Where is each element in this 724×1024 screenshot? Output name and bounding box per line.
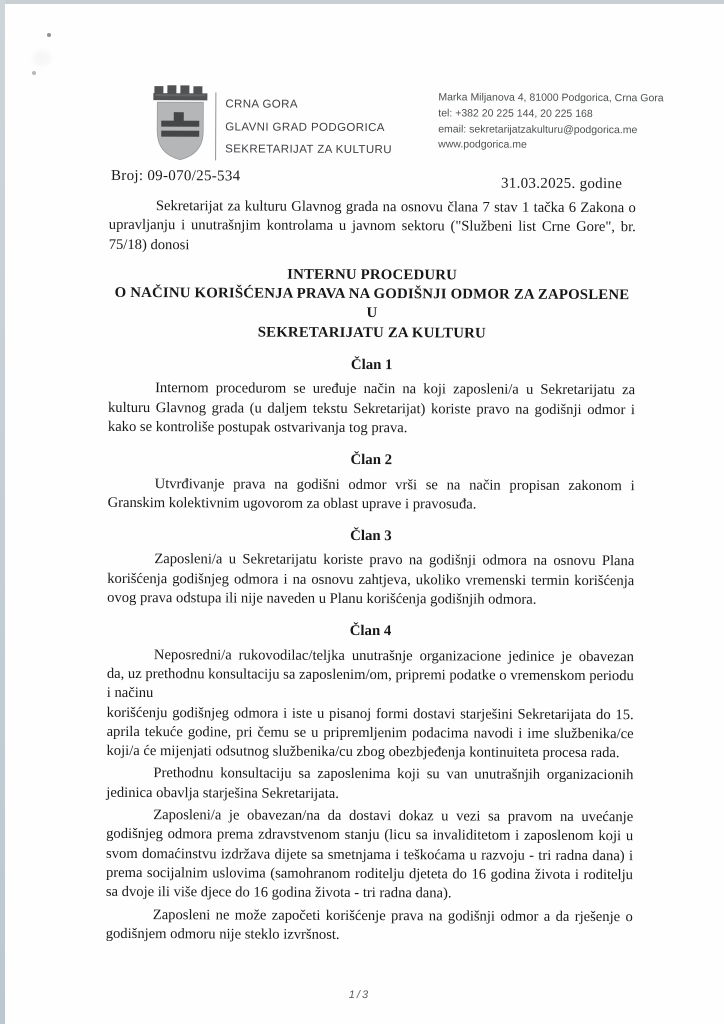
article-clan-2 bbox=[108, 450, 635, 515]
org-line-city: GLAVNI GRAD PODGORICA bbox=[225, 120, 385, 134]
contact-address: Marka Miljanova 4, 81000 Podgorica, Crna Gora bbox=[438, 91, 664, 105]
article-2-paragraph: Utvrđivanje prava na godišni odmor vrši se na način propisan zakonom i Granskim kolektivnim ugovorom za oblast uprave i pravosuđa. bbox=[107, 475, 635, 513]
document-date: 31.03.2025. godine bbox=[500, 175, 623, 193]
letterhead-organization bbox=[225, 93, 392, 161]
article-3-heading: Član 3 bbox=[350, 528, 392, 545]
article-3-paragraph: Zaposleni/a u Sekretarijatu koriste pravo na godišnji odmora na osnovu Plana korišćenja godišnjeg odmora i na osnovu zahtjeva, ukoliko vremenski termin korišćenja ovog prava odstupa ili nije naveden u Planu korišćenja godišnjih odmora. bbox=[107, 551, 635, 608]
org-line-secretariat: SEKRETARIJAT ZA KULTURU bbox=[225, 143, 392, 157]
title-line-2: O NAČINU KORIŠĆENJA PRAVA NA GODIŠNJI ODMOR ZA ZAPOSLENE U bbox=[114, 285, 630, 322]
contact-phone: tel: +382 20 225 144, 20 225 168 bbox=[438, 107, 593, 120]
article-clan-4 bbox=[106, 621, 634, 946]
article-4-paragraph-1-continued: korišćenju godišnjeg odmora i iste u pisanoj formi dostavi starješini Sekretarijata do 15. aprila tekuće godine, pri čemu se u pripremljenim podacima navodi i ime službenika/ce koji/a će mijenjati odsutnog službenika/cu zbog obezbjeđenja kontinuiteta procesa rada. bbox=[106, 704, 634, 762]
letterhead-contact bbox=[438, 90, 664, 154]
article-clan-1 bbox=[108, 355, 635, 439]
article-clan-3 bbox=[107, 526, 634, 610]
document-number: Broj: 09-070/25-534 bbox=[110, 167, 241, 185]
article-4-heading: Član 4 bbox=[349, 623, 392, 640]
page-number: 1/3 bbox=[348, 988, 371, 1002]
document-body bbox=[106, 197, 636, 946]
article-4-paragraph-1: Neposredni/a rukovodilac/teljka unutrašnje organizacione jedinice je obavezan da, uz prethodnu konsultaciju sa zaposlenim/om, pripremi podatke o vremenskom periodu i načinu bbox=[106, 646, 634, 702]
article-1-heading: Član 1 bbox=[350, 357, 393, 374]
contact-website: www.podgorica.me bbox=[438, 138, 527, 152]
letterhead-divider bbox=[215, 92, 216, 160]
article-4-paragraph-2: Prethodnu konsultaciju sa zaposlenima koji su van unutrašnjih organizacionih jedinica obavlja starješina Sekretarijata. bbox=[106, 765, 634, 802]
org-line-country: CRNA GORA bbox=[225, 98, 298, 111]
title-line-3: SEKRETARIJATU ZA KULTURU bbox=[257, 324, 486, 342]
article-1-paragraph: Internom procedurom se uređuje način na koji zaposleni/a u Sekretarijatu za kulturu Glavnog grada (u daljem tekstu Sekretarijat) koriste pravo na godišnji odmor i kako se kontroliše postupak ostvarivanja tog prava. bbox=[107, 380, 636, 437]
article-4-paragraph-4: Zaposleni ne može započeti korišćenje prava na godišnji odmor a da rješenje o godišnjem odmoru nije steklo izvršnost. bbox=[105, 906, 633, 943]
article-2-heading: Član 2 bbox=[350, 452, 393, 469]
intro-paragraph: Sekretarijat za kulturu Glavnog grada na osnovu člana 7 stav 1 tačka 6 Zakona o upravljanju i unutrašnjim kontrolama u javnom sektoru ("Službeni list Crne Gore", br. 75/18) donosi bbox=[108, 198, 636, 253]
title-line-1: INTERNU PROCEDURU bbox=[287, 266, 458, 284]
article-4-paragraph-3: Zaposleni/a je obavezan/na da dostavi dokaz u vezi sa pravom na uvećanje godišnjeg odmora prema zdravstvenom stanju (licu sa invaliditetom i zaposlenom koji u svom domaćinstvu izdržava dijete sa smetnjama i teškoćama u razvoju - tri radna dana) i prema socijalnim uslovima (samohranom roditelju djeteta do 16 godina života i roditelju sa dvoje ili više djece do 16 godina života - tri radna dana). bbox=[105, 807, 634, 902]
document-title bbox=[108, 265, 635, 344]
contact-email: email: sekretarijatzakulturu@podgorica.me bbox=[438, 122, 638, 136]
podgorica-coat-of-arms-icon bbox=[151, 85, 209, 161]
